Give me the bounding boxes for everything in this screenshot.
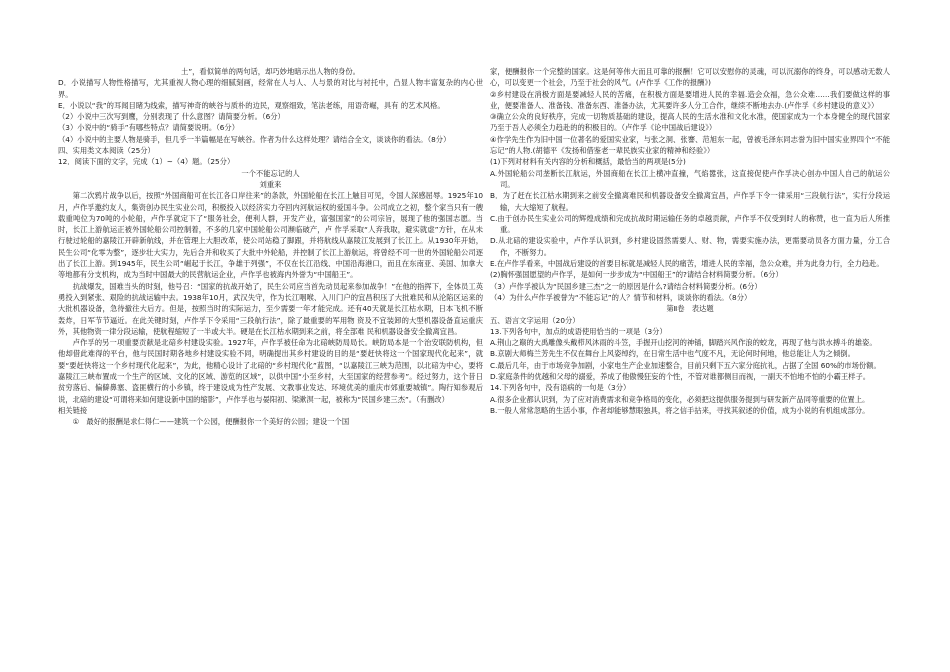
- right-column-line: 五、语言文字运用（20分）: [490, 315, 580, 325]
- left-column-line: （3）小说中的“骑手”有哪些特点？请简要说明。（6分）: [58, 123, 240, 133]
- right-column-line: （4）为什么卢作孚被誉为“不能忘记”的人？情节和材料，谈谈你的看法。（8分）: [490, 292, 752, 302]
- left-column-line: （4）小说中的主要人物是骑手，但几乎一半篇幅是在写峡谷。作者为什么这样处理？请结合全文，谈谈你的看法。（8分）: [58, 134, 451, 144]
- right-column-line: D.从北碚的建设实验中，卢作孚认识到，乡村建设固然需要人、财、物，需要实施办法，更需要动员各方面力量，分工合作，不断努力。: [490, 236, 890, 257]
- right-column-line: （3）卢作孚被认为“民国乡建三杰”之一的原因是什么?请结合材料简要分析。(6分）: [490, 281, 762, 291]
- left-column-line: ① 最好的报酬是求仁得仁——建筑一个公园，便酬报你一个美好的公园；建设一个国: [72, 417, 350, 427]
- right-column-line: 13.下列各句中，加点的成语使用恰当的一项是（3分）: [490, 326, 667, 336]
- right-column-line: C.最后几年，由于市场竞争加剧，小家电生产企业加速整合，目前只剩下五六家分庭抗礼，占据了全国 60%的市场份额。: [490, 360, 881, 370]
- right-column-line: A.荆山之巅的大禹雕像头戴栉风沐雨的斗笠，手握开山挖河的神锸，脚踏兴风作浪的蛟龙，再现了他与洪水搏斗的雄姿。: [490, 338, 877, 348]
- right-column: [490, 66, 890, 416]
- right-column-line: D.家庭条件的优越和父母的溺爱，养成了他傲慢狂妄的个性，不管对谁都侧目而视，一副天不怕地不怕的小霸王样子。: [490, 372, 871, 382]
- right-column-line: (2)胸怀强国愿望的卢作孚，是如何一步步成为“中国船王”的?请结合材料简要分析。（6分）: [490, 270, 783, 280]
- right-column-line: B．为了赶在长江枯水期到来之前安全撤离难民和机器设备安全撤离宜昌，卢作孚下令一律采用“三段航行法”，实行分段运输，大大缩短了航程。: [490, 191, 890, 212]
- right-column-line: ④作学先生作为旧中国一位著名的爱国实业家，与张之洞、张謇、范旭东一起，曾被毛泽东同志誉为旧中国实业界四个“不能忘记”的人物.(胡德平《发扬和借鉴老一辈民族实业家的精神和经验》）: [490, 134, 890, 156]
- right-column-line: 家，便酬报你一个完整的国家。这是何等伟大而且可靠的报酬！它可以安慰你的灵魂，可以沉溺你的终身，可以感动无数人心，可以变更一个社会，乃至于社会的风气。(卢作孚《工作的报酬》): [490, 67, 890, 88]
- right-column-line: A.很多企业都认识到，为了应对消费需求和竞争格局的变化，必须把这提供服务提到与研发新产品同等重要的位置上。: [490, 394, 870, 404]
- right-column-line: E.在卢作孚看来，中国战后建设的首要目标就是减轻人民的痛苦，增进人民的幸福，急公众难，并为此身力行，全力趋赴。: [490, 259, 884, 269]
- left-column-line: 四、实用类文本阅读（25分）: [58, 146, 155, 156]
- right-column-line: 14.下列各句中，没有语病的一句是（3分）: [490, 383, 631, 393]
- left-column: [58, 66, 483, 428]
- right-column-line: 第Ⅱ卷 表达题: [666, 304, 714, 314]
- left-column-line: 抗战爆发，国难当头的时刻，他号召：“国家的抗战开始了，民生公司应当首先动员起来参加战争！”在他的指挥下，全体员工英勇投入到紧张、艰险的抗战运输中去。1938年10月，武汉失守，作为长江咽喉、入川门户的宜昌积压了大批难民和从沦陷区运来的大批机器设备，急待撤往大后方。但是，按照当时的实际运力，至少需要一年才能完成。还有40天就是长江枯水期，日本飞机不断轰炸，日军节节逼近。在此关键时刻，卢作孚下令采用“三段航行法”，除了最重要的军用物 资及不宜装卸的大型机器设备直运重庆外，其他物资一律分段运输，使航程缩短了一半或大半。硬是在长江枯水期到来之前，将全部难 民和机器设备安全撤离宜昌。: [58, 281, 483, 336]
- left-column-line: 一个不能忘记的人: [241, 168, 300, 178]
- left-column-line: 土”，看似简单的两句话，却巧妙地暗示出人物的身份。: [181, 67, 360, 76]
- left-column-line: 刘重来: [259, 179, 282, 189]
- right-column-line: A.外国轮船公司垄断长江航运，外国商船在长江上横冲直撞，气焰嚣张，这直接促使卢作孚决心创办中国人自己的航运公司。: [490, 168, 890, 189]
- left-column-line: （2）小说中三次写到鹰，分别表现了 什么意图？请简要分析。（6分）: [58, 112, 285, 122]
- right-column-line: C.由于创办民生实业公司的辉煌成绩和完成抗战时期运输任务的卓越贡献，卢作孚不仅受到时人的称赞，也一直为后人所推重。: [490, 213, 890, 235]
- right-column-line: ③确立公众的良好秩序，完成一切物质基础的建设，提高人民的生活水准和文化水准，使国家成为一个本身健全的现代国家乃至于吾人必须全力趋赴的的积极目的。（卢作孚《论中国战后建设》）: [490, 112, 890, 133]
- right-column-line: ②乡村建设在消极方面是要减轻人民的苦痛，在积极方面是要增进人民的幸福.造会众福，急公众难……我们要做这样的事业，便要准备人、准备钱、准备东西、准备办法，尤其要许多人分工合作，继续不断地去办.(卢作孚《乡村建设的意义》）: [490, 89, 890, 110]
- right-column-line: B.一般人常常忽略的生活小事，作者却能够慧眼独具，将之信手拈来，寻找其叙述的价值，成为小说的有机组成部分。: [490, 405, 870, 415]
- left-column-line: E．小说以“我”的耳闻目睹为线索，描写神奇的峡谷与质朴的边民，观察细致，笔法老练，用语奇崛，具有 的艺术风格。: [58, 100, 445, 110]
- left-column-line: 相关链接: [58, 405, 88, 415]
- right-column-line: (1)下列对材料有关内容的分析和概括，最恰当的两项是(5分): [490, 157, 686, 167]
- right-column-line: B.京剧大师梅兰芳先生不仅在舞台上风姿绰约，在日常生活中也气度不凡，无论何时何地，他总能让人为之倾倒。: [490, 349, 855, 359]
- left-column-line: D．小说描写人物性格描写，尤其重视人物心理的细腻刻画，经常在人与人、人与景的对比与衬托中，凸显人物丰富复杂的内心世界。: [58, 78, 483, 99]
- left-column-line: 卢作孚的另一项重要贡献是北碚乡村建设实验。1927年，卢作孚被任命为北碚峡防局局长。峡防局本是一个治安联防机构，但他却借此难得的平台，他与民国时期各地乡村建设实验不同，明确提出其乡村建设的目的是“要赶快将这一个国家现代化起来”，就要“要赶快将这一个乡村现代化起来”，为此，他精心设计了北碚的“乡村现代化”蓝图，“以嘉陵江三峡为范围，以北碚为中心，要将嘉陵江三峡布置成一个生产的区域、文化的区域、游览的区域”，以供中国“小至乡村，大至国家的经营参考”。经过努力，这个昔日贫穷落后、偏僻鼻塞、盗匪横行的小乡镇，终于建设成为性产发展、文教事业发达、环境优美的重庆市郊重要城镇”。陶行知参观后说，北碚的建设“可谓将来如何建设新中国的缩影”，卢作孚也与晏阳初、梁漱溟一起，被称为“民国乡建三杰”。（有删改）: [58, 338, 483, 404]
- left-column-line: 12．阅读下面的文字，完成（1）~（4）题。（25分）: [58, 157, 235, 167]
- left-column-line: 第二次鸦片战争以后，按照“外国商船可在长江各口岸往来”的条款，外国轮船在长江上触目可见，令国人深感屈辱。1925年10月，卢作孚邀约友人，集资创办民生实业公司，积极投入以经济实力夺回内河航运权的爱国斗争。公司成立之初，整个家当只有一艘载重吨位为70吨的小轮船，卢作孚就定下了“服务社会，便利人群，开发产业，富强国家”的公司宗旨，展现了他的强国志愿。当时，长江上游航运正被外国轮船公司控制着，不多的几家中国轮船公司濒临破产，卢 作孚采取“人弃我取，避实就虚”方针，在从未行驶过轮船的嘉陵江开辟新航线，并在管理上大胆改革，使公司站稳了脚跟，并将航线从嘉陵江发展到了长江上。从1930年开始，民生公司“化零为整”，逐步壮大实力，先后合并和收买了大批中外轮船，并控制了长江上游航运，将曾经不可一世的外国轮船公司逐出了长江上游。到1945年，民生公司“崛起于长江，争雄于列强”，不仅在长江沿线、中国沿海港口，而且在东南亚、美国、加拿大等地都有分支机构，成为当时中国最大的民营航运企业，卢作孚也被海内外誉为“中国船王”。: [58, 191, 483, 280]
